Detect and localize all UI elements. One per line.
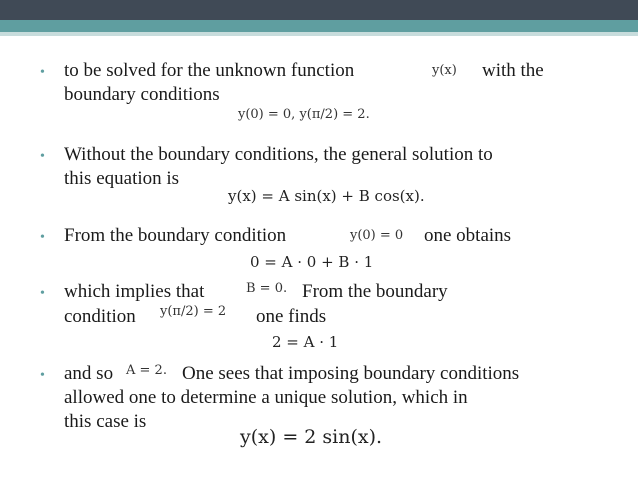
bullet-5-line-2: One sees that imposing boundary conditions xyxy=(182,363,520,384)
math-y0-condition: y(0) = 0 xyxy=(350,228,404,243)
header-bar-teal xyxy=(0,20,638,32)
bullet-5-line-4: this case is xyxy=(64,411,147,432)
math-y-of-x: y(x) xyxy=(432,63,457,78)
bullet-4-line-3: condition xyxy=(64,306,136,327)
bullet-1-line-1: to be solved for the unknown function xyxy=(64,60,355,81)
bullet-5-line-3: allowed one to determine a unique solution, which in xyxy=(64,387,468,408)
bullet-1-line-2: with the xyxy=(482,60,544,81)
math-substitution-1: 0 = A · 0 + B · 1 xyxy=(250,253,374,271)
math-ypi2-condition: y(π/2) = 2 xyxy=(160,304,227,319)
math-final-solution: y(x) = 2 sin(x). xyxy=(240,426,383,448)
bullet-marker: • xyxy=(40,65,45,80)
bullet-1-line-3: boundary conditions xyxy=(64,84,220,105)
bullet-4-line-4: one finds xyxy=(256,306,327,327)
header-bar-dark xyxy=(0,0,638,20)
math-substitution-2: 2 = A · 1 xyxy=(272,333,339,351)
bullet-3-line-1: From the boundary condition xyxy=(64,225,287,246)
bullet-marker: • xyxy=(40,149,45,164)
math-b-equals-zero: B = 0. xyxy=(246,281,288,296)
bullet-marker: • xyxy=(40,368,45,383)
bullet-4-line-2: From the boundary xyxy=(302,281,448,302)
bullet-2-line-2: this equation is xyxy=(64,168,180,189)
bullet-2-line-1: Without the boundary conditions, the general solution to xyxy=(64,144,493,165)
math-boundary-conditions: y(0) = 0, y(π/2) = 2. xyxy=(238,107,370,122)
bullet-marker: • xyxy=(40,230,45,245)
math-a-equals-two: A = 2. xyxy=(126,363,167,378)
bullet-4-line-1: which implies that xyxy=(64,281,205,302)
header-bar-light xyxy=(0,32,638,36)
math-general-solution: y(x) = A sin(x) + B cos(x). xyxy=(228,187,425,205)
bullet-3-line-2: one obtains xyxy=(424,225,512,246)
bullet-5-line-1: and so xyxy=(64,363,114,384)
bullet-marker: • xyxy=(40,286,45,301)
